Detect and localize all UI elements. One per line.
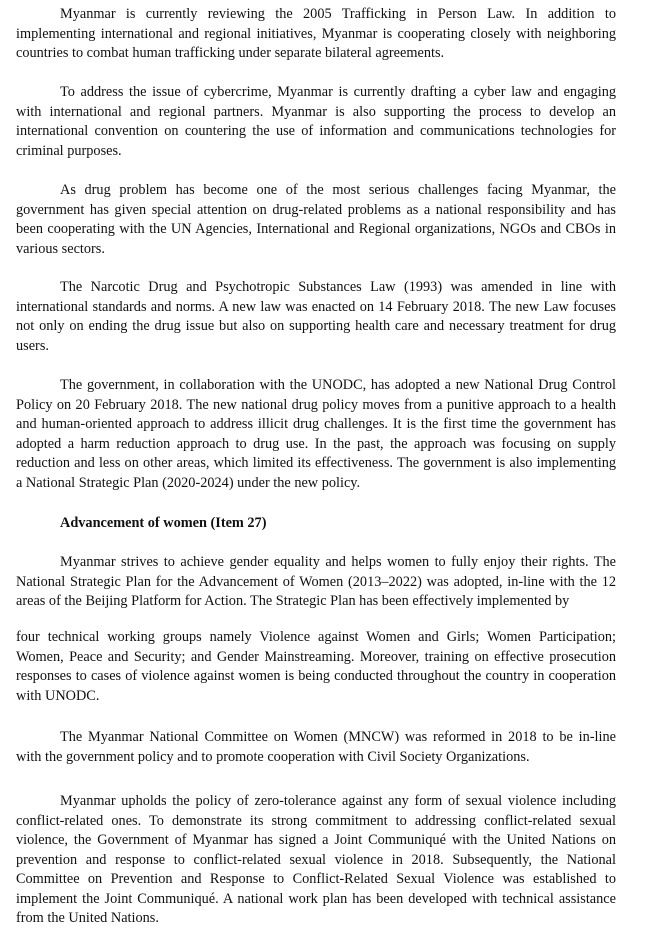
- paragraph-cybercrime: To address the issue of cybercrime, Myanmar is currently drafting a cyber law and engaging with international and regional partners. Myanmar is also supporting the process to develop an international convention on countering the use of information and communications technologies for criminal purposes.: [16, 84, 616, 159]
- paragraph-drug-control-policy: The government, in collaboration with the UNODC, has adopted a new National Drug Control Policy on 20 February 2018. The new national drug policy moves from a punitive approach to a health and human-oriented approach to address illicit drug challenges. It is the first time the government has adopted a harm reduction approach to drug use. In the past, the approach was focusing on supply reduction and less on other areas, which limited its effectiveness. The government is also implementing a National Strategic Plan (2020-2024) under the new policy.: [16, 377, 616, 491]
- paragraph-trafficking-law: Myanmar is currently reviewing the 2005 Trafficking in Person Law. In addition to implementing international and regional initiatives, Myanmar is cooperating closely with neighboring countries to combat human trafficking under separate bilateral agreements.: [16, 6, 616, 61]
- paragraph-zero-tolerance: Myanmar upholds the policy of zero-tolerance against any form of sexual violence including conflict-related ones. To demonstrate its strong commitment to addressing conflict-related sexual violence, the Government of Myanmar has signed a Joint Communiqué with the United Nations on prevention and response to conflict-related sexual violence in 2018. Subsequently, the National Committee on Prevention and Response to Conflict-Related Sexual Violence was established to implement the Joint Communiqué. A national work plan has been developed with technical assistance from the United Nations.: [16, 793, 616, 926]
- section-heading-advancement-of-women: Advancement of women (Item 27): [60, 515, 267, 531]
- paragraph-working-groups: four technical working groups namely Violence against Women and Girls; Women Participation; Women, Peace and Security; and Gender Mainstreaming. Moreover, training on effective prosecution responses to cases of violence against women is being conducted throughout the country in cooperation with UNODC.: [16, 629, 616, 704]
- paragraph-narcotic-law: The Narcotic Drug and Psychotropic Substances Law (1993) was amended in line with international standards and norms. A new law was enacted on 14 February 2018. The new Law focuses not only on ending the drug issue but also on supporting health care and necessary treatment for drug users.: [16, 279, 616, 354]
- paragraph-gender-equality: Myanmar strives to achieve gender equality and helps women to fully enjoy their rights. The National Strategic Plan for the Advancement of Women (2013–2022) was adopted, in-line with the 12 areas of the Beijing Platform for Action. The Strategic Plan has been effectively implemented by: [16, 554, 616, 609]
- paragraph-mncw: The Myanmar National Committee on Women (MNCW) was reformed in 2018 to be in-line with the government policy and to promote cooperation with Civil Society Organizations.: [16, 729, 616, 765]
- paragraph-drug-problem: As drug problem has become one of the most serious challenges facing Myanmar, the government has given special attention on drug-related problems as a national responsibility and has been cooperating with the UN Agencies, International and Regional organizations, NGOs and CBOs in various sectors.: [16, 182, 616, 257]
